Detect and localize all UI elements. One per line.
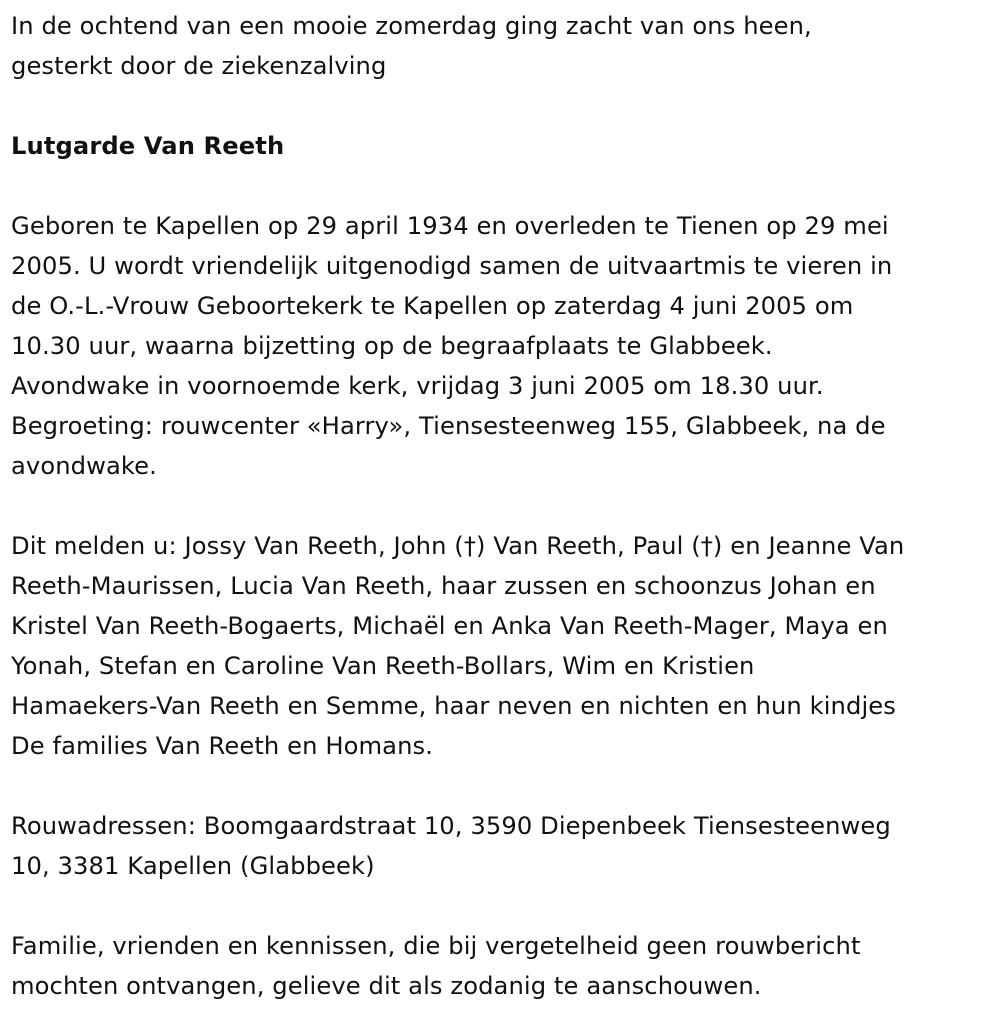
addresses-paragraph	[11, 806, 990, 886]
family-line: Reeth-Maurissen, Lucia Van Reeth, haar zussen en schoonzus Johan en	[11, 572, 876, 600]
details-line: de O.-L.-Vrouw Geboortekerk te Kapellen op zaterdag 4 juni 2005 om	[11, 292, 854, 320]
details-line: 10.30 uur, waarna bijzetting op de begraafplaats te Glabbeek.	[11, 332, 773, 360]
closing-paragraph	[11, 926, 990, 1006]
details-line: Avondwake in voornoemde kerk, vrijdag 3 juni 2005 om 18.30 uur.	[11, 372, 824, 400]
family-line: Dit melden u: Jossy Van Reeth, John (†) Van Reeth, Paul (†) en Jeanne Van	[11, 532, 905, 560]
family-line: Yonah, Stefan en Caroline Van Reeth-Bollars, Wim en Kristien	[11, 652, 755, 680]
details-line: 2005. U wordt vriendelijk uitgenodigd samen de uitvaartmis te vieren in	[11, 252, 893, 280]
details-paragraph	[11, 206, 990, 486]
family-line: Kristel Van Reeth-Bogaerts, Michaël en Anka Van Reeth-Mager, Maya en	[11, 612, 888, 640]
family-line: De families Van Reeth en Homans.	[11, 732, 434, 760]
closing-line: Familie, vrienden en kennissen, die bij vergetelheid geen rouwbericht	[11, 932, 861, 960]
details-line: Geboren te Kapellen op 29 april 1934 en overleden te Tienen op 29 mei	[11, 212, 889, 240]
details-line: avondwake.	[11, 452, 157, 480]
intro-line: In de ochtend van een mooie zomerdag ging zacht van ons heen,	[11, 12, 812, 40]
closing-line: mochten ontvangen, gelieve dit als zodanig te aanschouwen.	[11, 972, 762, 1000]
intro-paragraph	[11, 6, 990, 86]
address-line: 10, 3381 Kapellen (Glabbeek)	[11, 852, 375, 880]
family-paragraph	[11, 526, 990, 766]
deceased-name: Lutgarde Van Reeth	[11, 132, 285, 160]
intro-line: gesterkt door de ziekenzalving	[11, 52, 387, 80]
details-line: Begroeting: rouwcenter «Harry», Tiensesteenweg 155, Glabbeek, na de	[11, 412, 886, 440]
family-line: Hamaekers-Van Reeth en Semme, haar neven en nichten en hun kindjes	[11, 692, 896, 720]
address-line: Rouwadressen: Boomgaardstraat 10, 3590 Diepenbeek Tiensesteenweg	[11, 812, 891, 840]
